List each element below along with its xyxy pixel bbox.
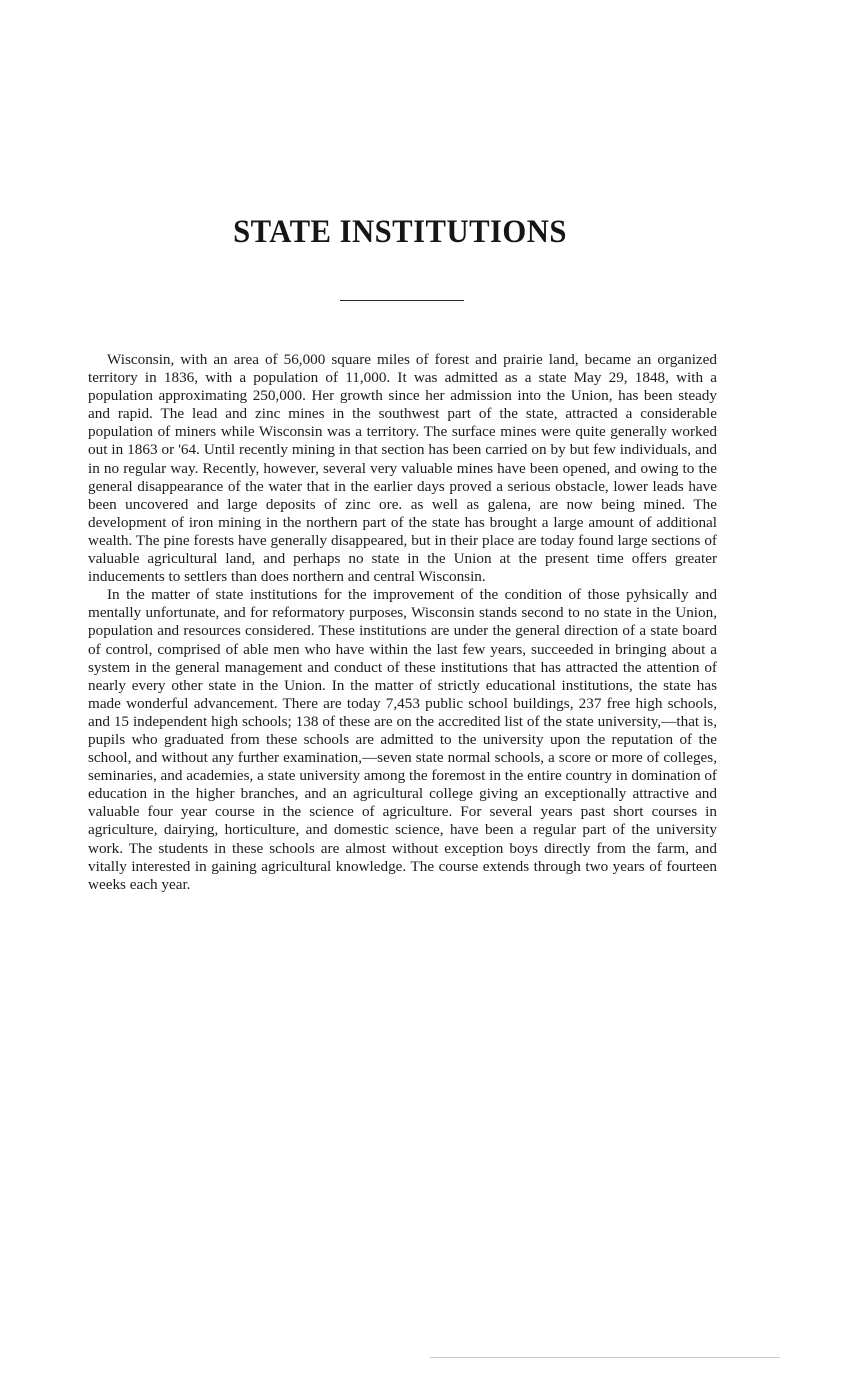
scan-artifact-line	[430, 1357, 780, 1358]
body-text	[88, 351, 717, 894]
paragraph-2: In the matter of state institutions for the improvement of the condition of those pyhsically and mentally unfortunate, and for reformatory purposes, Wisconsin stands second to no state in the Union, population and resources considered. These institutions are under the general direction of a state board of control, comprised of able men who have within the last few years, succeeded in bringing about a system in the general management and conduct of these institutions that has attracted the attention of nearly every other state in the Union. In the matter of strictly educational institutions, the state has made wonderful advancement. There are today 7,453 public school buildings, 237 free high schools, and 15 independent high schools; 138 of these are on the accredited list of the state university,—that is, pupils who graduated from these schools are admitted to the university upon the reputation of the school, and without any further examination,—seven state normal schools, a score or more of colleges, seminaries, and academies, a state university among the foremost in the entire country in domination of education in the higher branches, and an agricultural college giving an exceptionally attractive and valuable four year course in the science of agriculture. For several years past short courses in agriculture, dairying, horticulture, and domestic science, have been a regular part of the university work. The students in these schools are almost without exception boys directly from the farm, and vitally interested in gaining agricultural knowledge. The course extends through two years of fourteen weeks each year.	[88, 586, 717, 893]
paragraph-1: Wisconsin, with an area of 56,000 square miles of forest and prairie land, became an organized territory in 1836, with a population of 11,000. It was admitted as a state May 29, 1848, with a population approximating 250,000. Her growth since her admission into the Union, has been steady and rapid. The lead and zinc mines in the southwest part of the state, attracted a considerable population of miners while Wisconsin was a territory. The surface mines were quite generally worked out in 1863 or '64. Until recently mining in that section has been carried on by but few individuals, and in no regular way. Recently, however, several very valuable mines have been opened, and owing to the general disappearance of the water that in the earlier days proved a serious obstacle, lower leads have been uncovered and large deposits of zinc ore. as well as galena, are now being mined. The development of iron mining in the northern part of the state has brought a large amount of additional wealth. The pine forests have generally disappeared, but in their place are today found large sections of valuable agricultural land, and perhaps no state in the Union at the present time offers greater inducements to settlers than does northern and central Wisconsin.	[88, 351, 717, 586]
page-title: STATE INSTITUTIONS	[233, 214, 567, 250]
title-divider	[340, 300, 464, 301]
